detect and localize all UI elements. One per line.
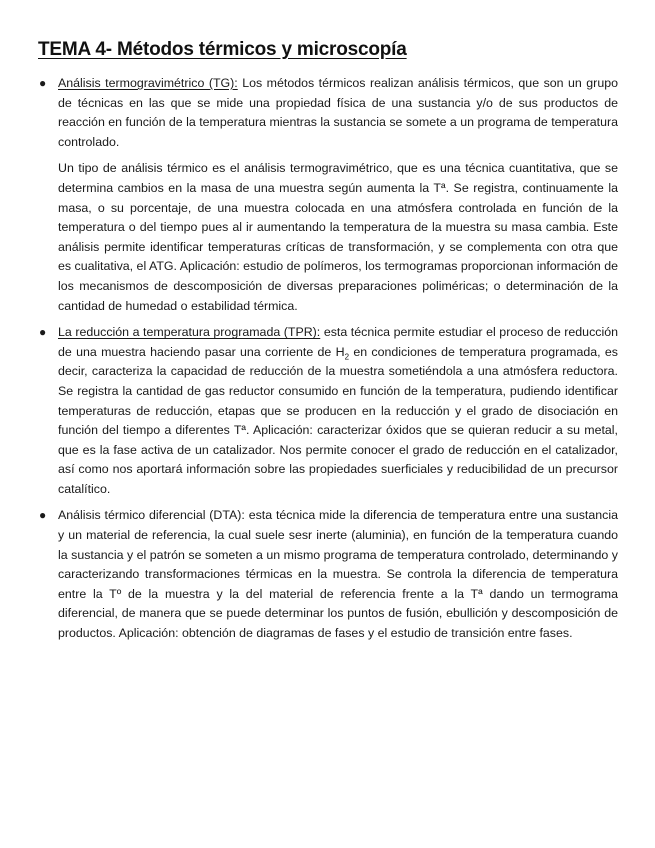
bullet-icon: ● — [39, 76, 47, 90]
tpr-subscript: 2 — [344, 352, 350, 362]
bullet-icon: ● — [39, 325, 47, 340]
tg-paragraph-2: Un tipo de análisis térmico es el análisis termogravimétrico, que es una técnica cuantitativa, que se determina cambios en la masa de una muestra según aumenta la Tª. Se registra, continuamente la masa, o su porcentaje, de una muestra colocada en una atmósfera controlada en función de la temperatura o del tiempo pues al ir aumentando la temperatura de la muestra su masa cambia. Este análisis permite identificar temperaturas críticas de transformación, y se complementa con otra que es cualitativa, el ATG. Aplicación: estudio de polímeros, los termogramas proporcionan información de los mecanismos de descomposición de diversas preparaciones poliméricas; o determinación de la cantidad de humedad o estabilidad térmica. — [58, 161, 618, 313]
tpr-paragraph — [58, 323, 618, 499]
dta-paragraph: Análisis térmico diferencial (DTA): esta técnica mide la diferencia de temperatura entre una sustancia y un material de referencia, la cual suele sesr inerte (aluminia), en función de la temperatura cuando la sustancia y el patrón se someten a un mismo programa de temperatura controlado, determinando y caracterizando transformaciones térmicas en la muestra. Se controla la diferencia de temperatura entre la Tº de la muestra y la del material de referencia frente a la Tª dando un termograma diferencial, de manera que se puede determinar los puntos de fusión, ebullición y descomposición de productos. Aplicación: obtención de diagramas de fases y el estudio de transición entre fases. — [58, 508, 618, 641]
page-title: TEMA 4- Métodos térmicos y microscopía — [38, 39, 407, 60]
tg-paragraph-1 — [58, 74, 618, 152]
list-item-dta — [38, 506, 618, 643]
bullet-list — [38, 74, 618, 651]
tpr-text-after: en condiciones de temperatura programada, es decir, caracteriza la capacidad de reducción de la muestra sometiéndola a una atmósfera reductora. Se registra la cantidad de gas reductor consumido en función de la temperatura, pudiendo identificar temperaturas de reducción, etapas que se producen en la reducción y el grado de disociación en función del tiempo a diferentes Tª. Aplicación: caracterizar óxidos que se quieran reducir a su metal, que es la fase activa de un catalizador. Nos permite conocer el grado de reducción en el catalizador, así como nos aportará información sobre las propiedades suerficiales y reducibilidad de un precursor catalítico. — [58, 344, 618, 496]
bullet-icon: ● — [39, 508, 47, 523]
tpr-heading: La reducción a temperatura programada (TPR): — [58, 325, 321, 340]
tpr-text-before: esta técnica permite estudiar el proceso de reducción de una muestra haciendo pasar una corriente de H — [58, 325, 618, 359]
list-item-tg — [38, 74, 618, 316]
list-item-tpr — [38, 323, 618, 499]
tg-text-1: Los métodos térmicos realizan análisis térmicos, que son un grupo de técnicas en las que se mide una propiedad física de una sustancia y/o de sus productos de reacción en función de la temperatura mientras la sustancia se somete a un programa de temperatura controlado. — [58, 76, 618, 149]
tg-heading: Análisis termogravimétrico (TG): — [58, 76, 238, 90]
